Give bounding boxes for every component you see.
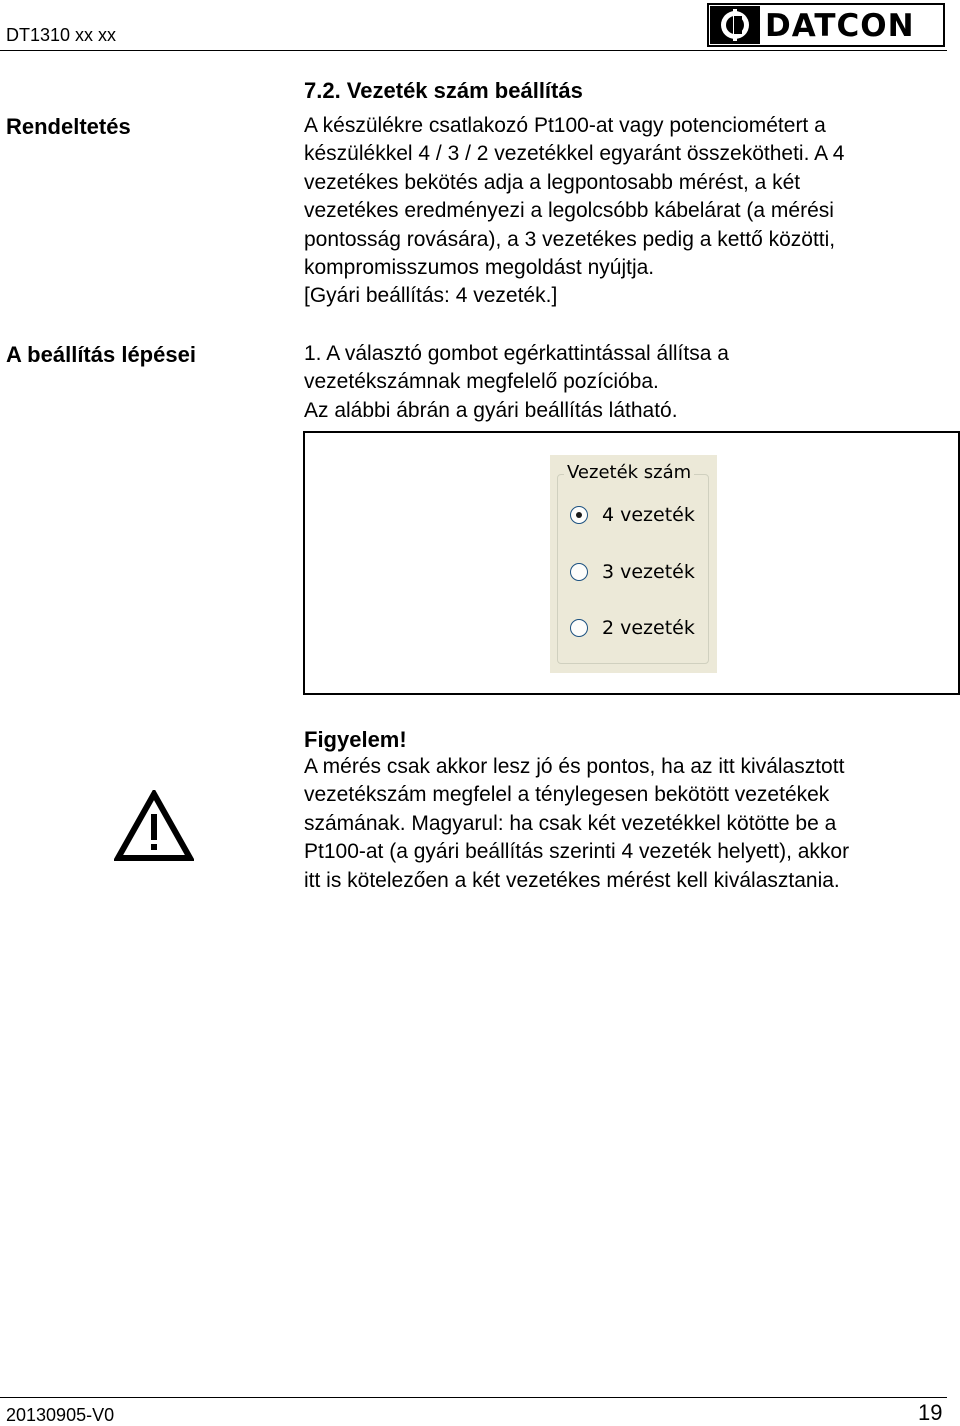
wire-count-panel <box>550 455 717 673</box>
purpose-line: A készülékre csatlakozó Pt100-at vagy potenciométert a <box>304 114 826 137</box>
warning-line: itt is kötelezően a két vezetékes mérést kell kiválasztania. <box>304 868 840 892</box>
radio-button-unchecked-icon[interactable] <box>570 563 588 581</box>
warning-line: vezetékszám megfelel a ténylegesen bekötött vezetékek <box>304 783 830 807</box>
radio-label: 3 vezeték <box>602 561 695 583</box>
purpose-label: Rendeltetés <box>6 114 131 139</box>
radio-label: 2 vezeték <box>602 617 695 639</box>
warning-triangle-icon <box>114 790 194 867</box>
purpose-paragraph <box>304 112 944 311</box>
steps-line: 1. A választó gombot egérkattintással állítsa a <box>304 342 729 365</box>
radio-3-wire[interactable] <box>570 559 695 585</box>
warning-title: Figyelem! <box>304 727 407 752</box>
radio-2-wire[interactable] <box>570 615 695 641</box>
header-divider <box>0 50 947 51</box>
datcon-logo-mark-icon <box>710 6 760 44</box>
warning-paragraph <box>304 753 944 895</box>
radio-button-checked-icon[interactable] <box>570 506 588 524</box>
warning-line: A mérés csak akkor lesz jó és pontos, ha az itt kiválasztott <box>304 755 845 778</box>
footer-divider <box>0 1397 947 1398</box>
dialog-screenshot-frame <box>303 431 960 695</box>
purpose-line: vezetékes eredményezi a legolcsóbb kábelárat (a mérési <box>304 199 834 223</box>
section-title: 7.2. Vezeték szám beállítás <box>304 78 583 103</box>
radio-4-wire[interactable] <box>570 502 695 528</box>
purpose-line: kompromisszumos megoldást nyújtja. <box>304 256 655 280</box>
steps-label: A beállítás lépései <box>6 342 196 367</box>
datcon-logo <box>707 3 945 47</box>
document-id: DT1310 xx xx <box>6 25 117 45</box>
warning-line: számának. Magyarul: ha csak két vezetékkel kötötte be a <box>304 811 837 835</box>
steps-paragraph <box>304 340 944 425</box>
footer-version: 20130905-V0 <box>6 1405 115 1425</box>
groupbox-title: Vezeték szám <box>564 461 694 485</box>
purpose-line: vezetékes bekötés adja a legpontosabb mérést, a két <box>304 170 801 194</box>
radio-button-unchecked-icon[interactable] <box>570 619 588 637</box>
warning-line: Pt100-at (a gyári beállítás szerinti 4 vezeték helyett), akkor <box>304 840 850 864</box>
radio-dot <box>576 512 582 518</box>
purpose-line: pontosság rovására), a 3 vezetékes pedig a kettő közötti, <box>304 227 836 251</box>
purpose-line: készülékkel 4 / 3 / 2 vezetékkel egyaránt összekötheti. A 4 <box>304 142 845 166</box>
logo-text: DATCON <box>765 8 915 44</box>
factory-default-note: [Gyári beállítás: 4 vezeték.] <box>304 284 558 308</box>
page-number: 19 <box>918 1400 943 1425</box>
radio-label: 4 vezeték <box>602 504 695 526</box>
steps-line: vezetékszámnak megfelelő pozícióba. <box>304 370 659 394</box>
steps-line: Az alábbi ábrán a gyári beállítás látható. <box>304 398 678 422</box>
